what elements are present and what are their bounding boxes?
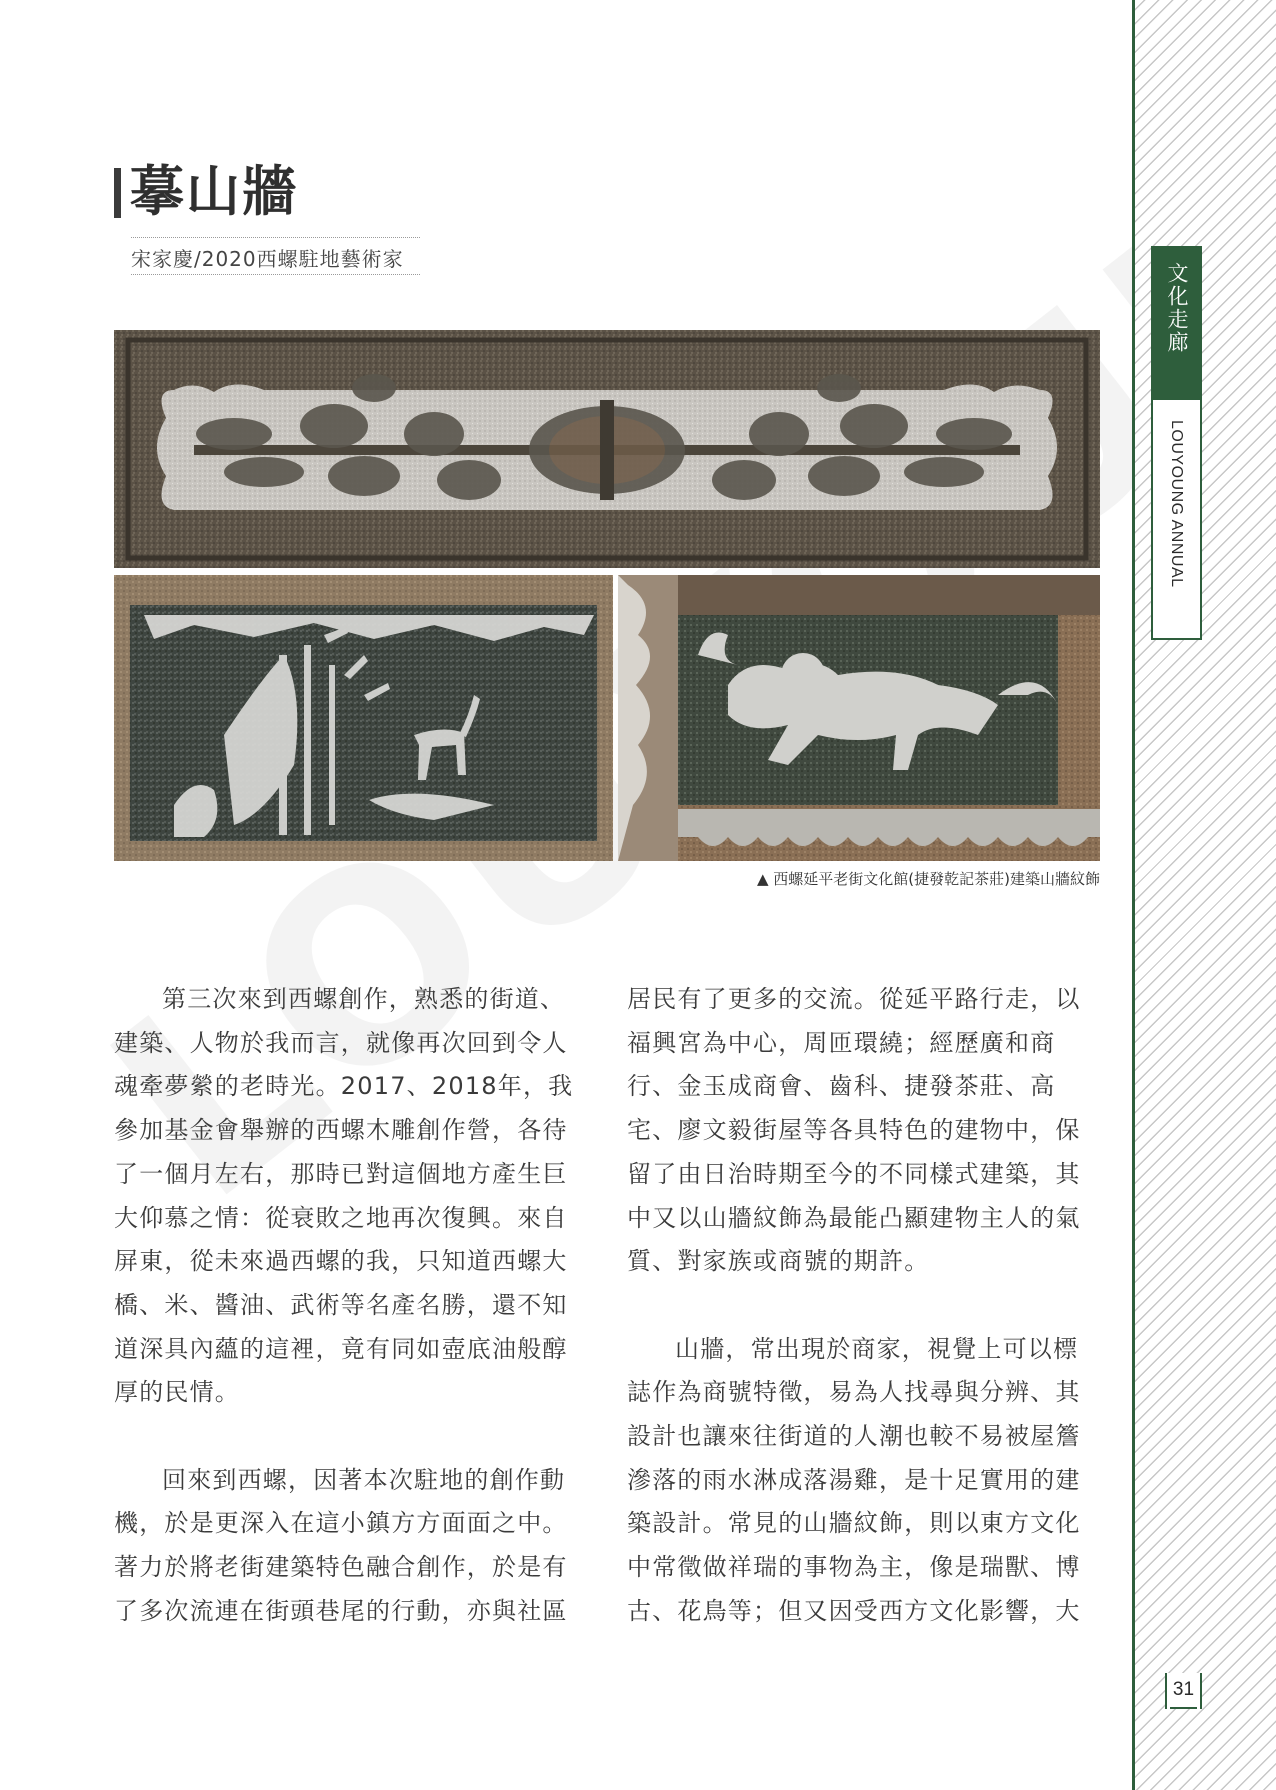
photo-gable-floral-panel	[114, 330, 1100, 568]
section-tab	[1151, 246, 1202, 640]
paragraph: 居民有了更多的交流。從延平路行走，以福興宮為中心，周匝環繞；經歷廣和商行、金玉成商會、齒科、捷發茶莊、高宅、廖文毅街屋等各具特色的建物中，保留了由日治時期至今的不同樣式建築，其中又以山牆紋飾為最能凸顯建物主人的氣質、對家族或商號的期許。	[627, 985, 1081, 1276]
author-line	[131, 237, 420, 275]
paragraph: 山牆，常出現於商家，視覺上可以標誌作為商號特徵，易為人找尋與分辨、其設計也讓來往街道的人潮也較不易被屋簷滲落的雨水淋成落湯雞，是十足實用的建築設計。常見的山牆紋飾，則以東方文化中常徵做祥瑞的事物為主，像是瑞獸、博古、花鳥等；但又因受西方文化影響，大	[627, 1334, 1081, 1625]
page-number: 31	[1170, 1673, 1197, 1709]
author: 宋家慶/2020西螺駐地藝術家	[131, 247, 404, 271]
section-tab-header	[1153, 248, 1200, 400]
paragraph: 回來到西螺，因著本次駐地的創作動機，於是更深入在這小鎮方方面面之中。著力於將老街建築特色融合創作，於是有了多次流連在街頭巷尾的行動，亦與社區	[114, 1465, 568, 1625]
page-title: 摹山牆	[130, 159, 298, 223]
section-title-en: LOUYOUNG ANNUAL	[1168, 420, 1185, 588]
page-number-box	[1165, 1673, 1202, 1709]
section-title-zh: 文化走廊	[1165, 262, 1189, 354]
figure-caption: ▲ 西螺延平老街文化館(捷發乾記茶莊)建築山牆紋飾	[756, 870, 1100, 888]
article-column-left	[114, 978, 588, 1634]
title-accent-bar	[114, 168, 121, 218]
photo-qilin-relief	[618, 575, 1100, 861]
paragraph: 第三次來到西螺創作，熟悉的街道、建築、人物於我而言，就像再次回到令人魂牽夢縈的老時光。2017、2018年，我參加基金會舉辦的西螺木雕創作營，各待了一個月左右，那時已對這個地方產生巨大仰慕之情：從衰敗之地再次復興。來自屏東，從未來過西螺的我，只知道西螺大橋、米、醬油、武術等名產名勝，還不知道深具內蘊的這裡，竟有同如壺底油般醇厚的民情。	[114, 985, 574, 1407]
photo-bamboo-deer-relief	[114, 575, 613, 861]
article-column-right	[627, 978, 1101, 1634]
